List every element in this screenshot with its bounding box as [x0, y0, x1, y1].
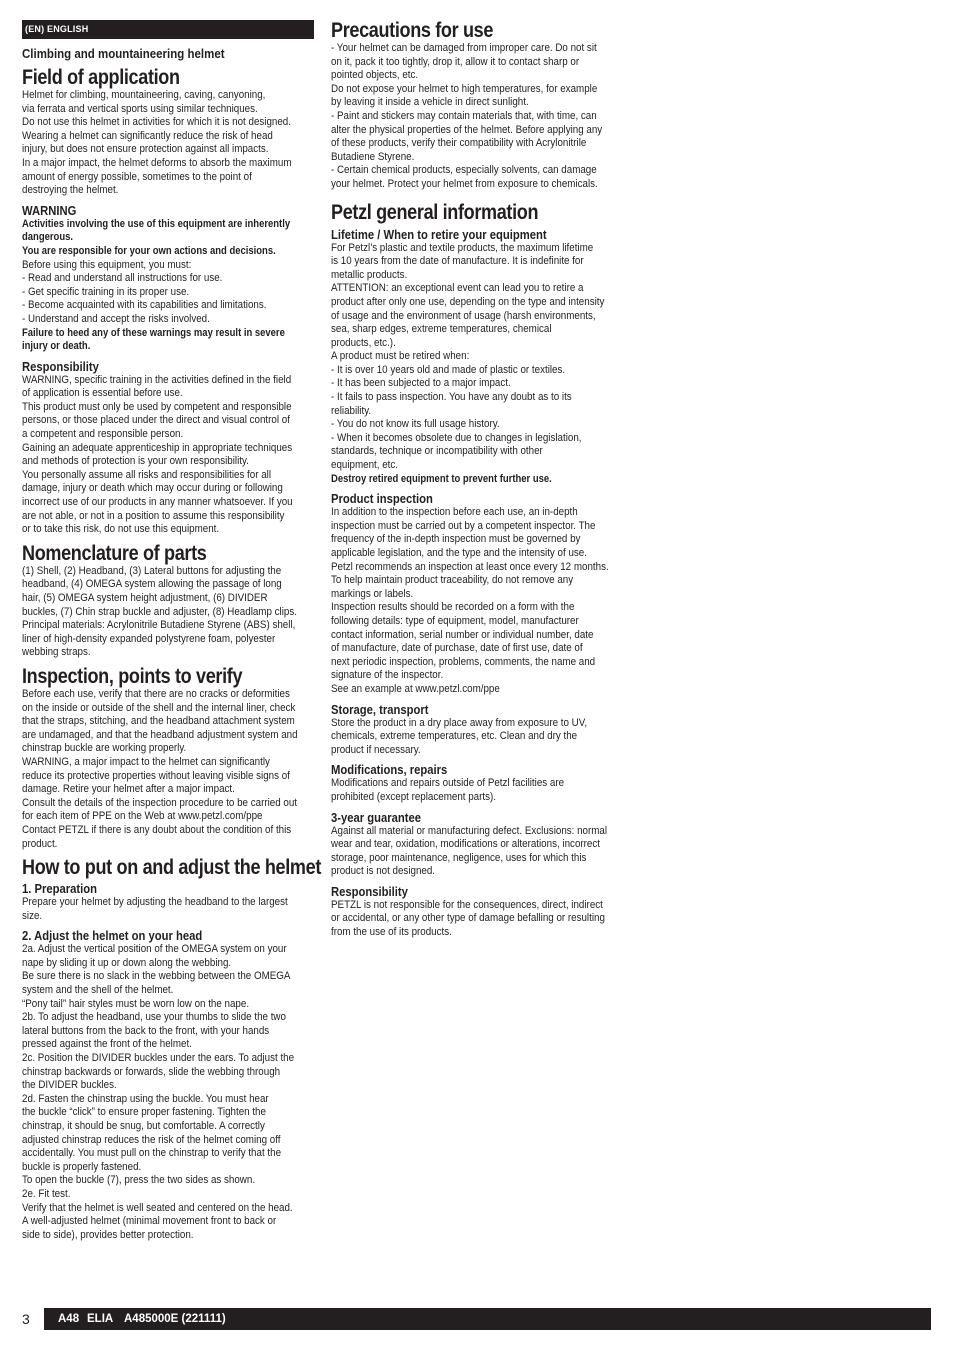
text-line: 2c. Position the DIVIDER buckles under the ears. To adjust the [22, 1052, 295, 1065]
text-line: metallic products. [331, 268, 408, 281]
text-line: - Become acquainted with its capabilities and limitations. [22, 299, 267, 312]
text-line: injury, but does not ensure protection against all impacts. [22, 143, 269, 156]
text-line: damage. Retire your helmet after a major impact. [22, 783, 235, 796]
text-line: A product must be retired when: [331, 350, 470, 363]
text-line: are not able, or not in a position to assume this responsibility [22, 509, 285, 522]
text-line: ATTENTION: an exceptional event can lead you to retire a [331, 282, 584, 295]
text-line: of these products, verify their compatibility with Acrylonitrile [331, 137, 587, 150]
text-line: adjusted chinstrap reduces the risk of the helmet coming off [22, 1133, 281, 1146]
text-line: 2d. Fasten the chinstrap using the buckle. You must hear [22, 1092, 269, 1105]
text-line: headband, (4) OMEGA system allowing the passage of long [22, 578, 282, 591]
language-bar: (EN) ENGLISH [22, 20, 314, 39]
field-of-application-text [22, 89, 314, 198]
text-line: webbing straps. [22, 646, 91, 659]
text-line: Inspection results should be recorded on a form with the [331, 601, 575, 614]
warning-bold-2 [22, 245, 314, 259]
text-line: In addition to the inspection before each use, an in-depth [331, 506, 578, 519]
heading-storage: Storage, transport [331, 702, 429, 717]
text-line: equipment, etc. [331, 459, 398, 472]
text-line: inspection must be carried out by a competent inspector. The [331, 519, 596, 532]
text-line: of usage and the environment of usage (harsh environments, [331, 309, 596, 322]
text-line: product after only one use, depending on the type and intensity [331, 295, 605, 308]
warning-bold-1 [22, 218, 314, 245]
heading-adjust: How to put on and adjust the helmet [22, 856, 321, 880]
text-line: Prepare your helmet by adjusting the headband to the largest [22, 896, 288, 909]
text-line: Helmet for climbing, mountaineering, caving, canyoning, [22, 89, 266, 101]
text-line: liner of high-density expanded polystyrene foam, polyester [22, 632, 276, 645]
heading-lifetime: Lifetime / When to retire your equipment [331, 227, 547, 242]
text-line: Gaining an adequate apprenticeship in appropriate techniques [22, 441, 293, 454]
text-line: system and the shell of the helmet. [22, 984, 174, 997]
right-column [331, 20, 623, 940]
text-line: amount of energy possible, sometimes to the point of [22, 170, 252, 183]
product-inspection-text [331, 506, 623, 696]
heading-responsibility-petzl: Responsibility [331, 884, 408, 899]
text-line: Activities involving the use of this equipment are inherently [22, 217, 291, 230]
responsibility-petzl-text [331, 899, 623, 940]
text-line: Be sure there is no slack in the webbing between the OMEGA [22, 970, 291, 983]
text-line: - Read and understand all instructions for use. [22, 272, 223, 285]
text-line: of manufacture, date of purchase, date of first use, date of [331, 642, 583, 655]
text-line: Against all material or manufacturing defect. Exclusions: normal [331, 824, 608, 837]
text-line: 2b. To adjust the headband, use your thumbs to slide the two [22, 1011, 286, 1024]
text-line: and methods of protection is your own responsibility. [22, 455, 249, 468]
footer-code-a48: A48 [58, 1313, 80, 1325]
text-line: standards, technique or incompatibility with other [331, 445, 543, 458]
heading-responsibility: Responsibility [22, 359, 99, 374]
heading-guarantee: 3-year guarantee [331, 810, 422, 825]
text-line: hair, (5) OMEGA system height adjustment, (6) DIVIDER [22, 592, 268, 604]
heading-field-of-application: Field of application [22, 66, 180, 89]
text-line: nape by sliding it up or down along the webbing. [22, 956, 232, 969]
text-line: chinstrap buckle are working properly. [22, 742, 187, 755]
text-line: chinstrap, it should be snug, but comfortable. A correctly [22, 1120, 265, 1132]
text-line: For Petzl’s plastic and textile products, the maximum lifetime [331, 241, 594, 254]
text-line: Do not use this helmet in activities for which it is not designed. [22, 116, 291, 129]
text-line: - When it becomes obsolete due to changes in legislation, [331, 431, 582, 444]
text-line: Modifications and repairs outside of Petzl facilities are [331, 777, 565, 790]
heading-product-inspection: Product inspection [331, 492, 433, 507]
text-line: Failure to heed any of these warnings may result in severe [22, 326, 285, 339]
footer-code-ref: A485000E (221111) [124, 1313, 226, 1325]
text-line: or accidental, or any other type of damage befalling or resulting [331, 912, 605, 925]
left-column [22, 20, 321, 1242]
text-line: Verify that the helmet is well seated and centered on the head. [22, 1201, 293, 1214]
text-line: via ferrata and vertical sports using similar techniques. [22, 102, 258, 115]
text-line: product if necessary. [331, 743, 421, 756]
heading-adjust-on-head: 2. Adjust the helmet on your head [22, 929, 203, 944]
heading-general-info: Petzl general information [331, 200, 539, 224]
text-line: dangerous. [22, 231, 73, 244]
text-line: applicable legislation, and the type and the intensity of use. [331, 547, 587, 559]
text-line: - Get specific training in its proper use. [22, 285, 190, 298]
text-line: next periodic inspection, problems, comments, the name and [331, 655, 596, 668]
text-line: buckles, (7) Chin strap buckle and adjuster, (8) Headlamp clips. [22, 605, 297, 618]
text-line: storage, poor maintenance, negligence, uses for which this [331, 851, 587, 864]
nomenclature-text [22, 565, 314, 660]
text-line: for each item of PPE on the Web at www.petzl.com/ppe [22, 810, 263, 823]
text-line: 2a. Adjust the vertical position of the OMEGA system on your [22, 943, 287, 956]
text-line: alter the physical properties of the helmet. Before applying any [331, 123, 603, 136]
preparation-text [22, 896, 314, 923]
text-line: Wearing a helmet can significantly reduce the risk of head [22, 129, 273, 142]
text-line: Store the product in a dry place away from exposure to UV, [331, 716, 588, 729]
text-line: are undamaged, and that the headband adjustment system and [22, 728, 298, 741]
text-line: markings or labels. [331, 587, 414, 600]
text-line: lateral buttons from the back to the front, with your hands [22, 1024, 270, 1037]
text-line: on it, pack it too tightly, drop it, allow it to contact sharp or [331, 55, 580, 68]
text-line: 2e. Fit test. [22, 1187, 71, 1200]
text-line: To open the buckle (7), press the two sides as shown. [22, 1174, 256, 1187]
text-line: is 10 years from the date of manufacture. It is indefinite for [331, 255, 584, 268]
text-line: or to take this risk, do not use this equipment. [22, 523, 220, 536]
text-line: Before each use, verify that there are no cracks or deformities [22, 687, 290, 700]
text-line: signature of the inspector. [331, 669, 444, 682]
text-line: prohibited (except replacement parts). [331, 790, 496, 803]
text-line: from the use of its products. [331, 926, 452, 939]
text-line: Butadiene Styrene. [331, 150, 415, 163]
heading-inspection: Inspection, points to verify [22, 664, 243, 688]
text-line: reliability. [331, 404, 372, 417]
lifetime-bold: Destroy retired equipment to prevent further use. [331, 472, 552, 485]
warning-text [22, 259, 314, 327]
text-line: by leaving it inside a vehicle in direct sunlight. [331, 96, 529, 109]
text-line: - You do not know its full usage history. [331, 418, 500, 431]
text-line: size. [22, 909, 43, 922]
text-line: on the inside or outside of the shell and the internal liner, check [22, 701, 296, 714]
text-line: Consult the details of the inspection procedure to be carried out [22, 796, 298, 809]
adjust-on-head-text [22, 943, 314, 1242]
text-line: “Pony tail” hair styles must be worn low on the nape. [22, 997, 250, 1010]
text-line: A well-adjusted helmet (minimal movement front to back or [22, 1215, 277, 1228]
precautions-text [331, 42, 623, 192]
text-line: Contact PETZL if there is any doubt about the condition of this [22, 823, 292, 836]
text-line: accidentally. You must pull on the chinstrap to verify that the [22, 1147, 282, 1160]
text-line: WARNING, a major impact to the helmet can significantly [22, 755, 270, 768]
text-line: persons, or those placed under the direct and visual control of [22, 414, 290, 427]
storage-text [331, 717, 623, 758]
text-line: chinstrap backwards or forwards, slide the webbing through [22, 1065, 281, 1078]
text-line: - It has been subjected to a major impact. [331, 377, 511, 390]
text-line: a competent and responsible person. [22, 428, 184, 441]
inspection-text [22, 688, 314, 851]
text-line: the buckle “click” to ensure proper fastening. Tighten the [22, 1106, 266, 1119]
text-line: reduce its protective properties without leaving visible signs of [22, 769, 290, 782]
text-line: You are responsible for your own actions and decisions. [22, 244, 276, 257]
heading-warning: WARNING [22, 203, 77, 218]
text-line: products, etc.). [331, 336, 396, 349]
text-line: You personally assume all risks and responsibilities for all [22, 468, 272, 481]
text-line: product is not designed. [331, 865, 436, 878]
lifetime-text [331, 242, 623, 473]
modifications-text [331, 777, 623, 804]
text-line: following details: type of equipment, model, manufacturer [331, 614, 579, 627]
text-line: frequency of the in-depth inspection must be governed by [331, 533, 581, 546]
text-line: WARNING, specific training in the activities defined in the field [22, 373, 292, 386]
text-line: pressed against the front of the helmet. [22, 1038, 192, 1051]
text-line: - Certain chemical products, especially solvents, can damage [331, 164, 597, 177]
text-line: contact information, serial number or individual number, date [331, 628, 594, 641]
text-line: - Paint and stickers may contain materials that, with time, can [331, 109, 597, 122]
responsibility-text [22, 374, 314, 537]
text-line: sea, sharp edges, extreme temperatures, chemical [331, 323, 552, 336]
text-line: product. [22, 837, 58, 850]
text-line: Petzl recommends an inspection at least once every 12 months. [331, 560, 609, 573]
text-line: - Your helmet can be damaged from improper care. Do not sit [331, 42, 597, 54]
text-line: Do not expose your helmet to high temperatures, for example [331, 82, 598, 95]
text-line: PETZL is not responsible for the consequences, direct, indirect [331, 898, 603, 911]
text-line: Principal materials: Acrylonitrile Butadiene Styrene (ABS) shell, [22, 619, 296, 632]
page-number: 3 [22, 1311, 30, 1327]
product-title: Climbing and mountaineering helmet [22, 47, 225, 61]
text-line: pointed objects, etc. [331, 69, 419, 82]
text-line: See an example at www.petzl.com/ppe [331, 682, 500, 695]
text-line: destroying the helmet. [22, 184, 119, 197]
text-line: This product must only be used by competent and responsible [22, 400, 292, 413]
heading-precautions: Precautions for use [331, 19, 494, 42]
text-line: that the straps, stitching, and the headband attachment system [22, 715, 295, 728]
footer-code-elia: ELIA [87, 1313, 114, 1325]
warning-bold-3 [22, 327, 314, 354]
text-line: of application is essential before use. [22, 387, 183, 400]
text-line: side to side), provides better protection. [22, 1228, 194, 1241]
text-line: In a major impact, the helmet deforms to absorb the maximum [22, 156, 292, 169]
text-line: buckle is properly fastened. [22, 1160, 142, 1173]
text-line: wear and tear, oxidation, modifications or alterations, incorrect [331, 838, 600, 851]
guarantee-text [331, 825, 623, 879]
text-line: - Understand and accept the risks involved. [22, 312, 210, 325]
text-line: incorrect use of our products in any manner whatsoever. If you [22, 496, 293, 509]
text-line: damage, injury or death which may occur during or following [22, 482, 283, 495]
text-line: (1) Shell, (2) Headband, (3) Lateral buttons for adjusting the [22, 564, 282, 577]
text-line: - It is over 10 years old and made of plastic or textiles. [331, 363, 566, 376]
heading-preparation: 1. Preparation [22, 882, 98, 897]
text-line: chemicals, extreme temperatures, etc. Clean and dry the [331, 730, 578, 743]
heading-modifications: Modifications, repairs [331, 763, 448, 778]
text-line: injury or death. [22, 340, 91, 353]
text-line: To help maintain product traceability, do not remove any [331, 574, 574, 587]
text-line: the DIVIDER buckles. [22, 1079, 117, 1092]
text-line: - It fails to pass inspection. You have any doubt as to its [331, 391, 572, 404]
footer-bar [44, 1308, 931, 1330]
heading-nomenclature: Nomenclature of parts [22, 541, 207, 565]
text-line: your helmet. Protect your helmet from exposure to chemicals. [331, 177, 598, 190]
text-line: Before using this equipment, you must: [22, 258, 192, 271]
